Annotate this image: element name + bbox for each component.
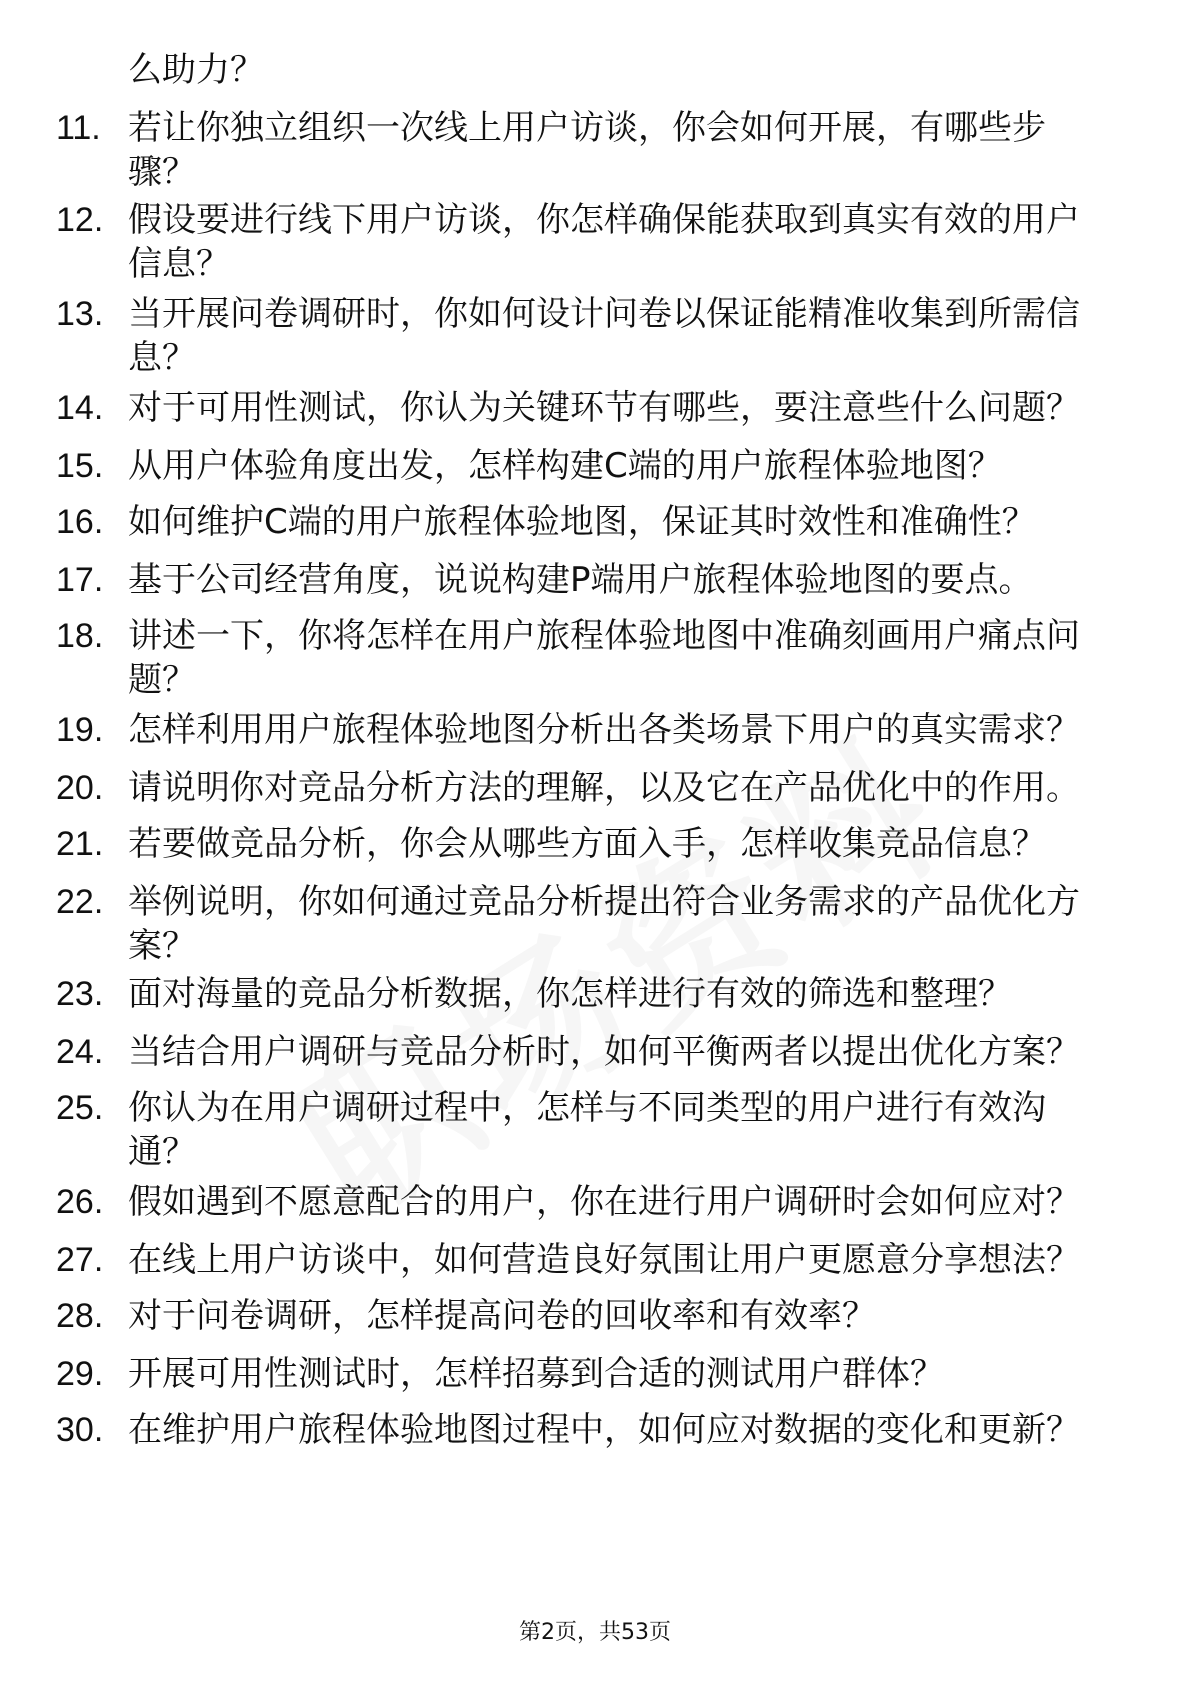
question-number: 12. xyxy=(56,201,104,239)
page-number-footer: 第2页，共53页 xyxy=(519,1620,671,1645)
question-number: 21. xyxy=(56,825,104,863)
question-number: 25. xyxy=(56,1089,104,1127)
question-number: 28. xyxy=(56,1297,104,1335)
question-text: 请说明你对竞品分析方法的理解，以及它在产品优化中的作用。 xyxy=(128,768,1080,808)
question-text: 对于可用性测试，你认为关键环节有哪些，要注意些什么问题？ xyxy=(128,388,1080,428)
question-number: 22. xyxy=(56,883,104,921)
question-text: 在维护用户旅程体验地图过程中，如何应对数据的变化和更新？ xyxy=(128,1410,1080,1450)
question-text: 在线上用户访谈中，如何营造良好氛围让用户更愿意分享想法？ xyxy=(128,1240,1080,1280)
question-text: 若让你独立组织一次线上用户访谈，你会如何开展，有哪些步骤？ xyxy=(128,108,1046,192)
question-text: 假设要进行线下用户访谈，你怎样确保能获取到真实有效的用户信息？ xyxy=(128,200,1080,284)
question-text: 若要做竞品分析，你会从哪些方面入手，怎样收集竞品信息？ xyxy=(128,824,1046,864)
question-text: 基于公司经营角度，说说构建P端用户旅程体验地图的要点。 xyxy=(128,560,1033,600)
question-text: 你认为在用户调研过程中，怎样与不同类型的用户进行有效沟通？ xyxy=(128,1088,1046,1172)
question-text: 假如遇到不愿意配合的用户，你在进行用户调研时会如何应对？ xyxy=(128,1182,1080,1222)
question-text: 从用户体验角度出发，怎样构建C端的用户旅程体验地图？ xyxy=(128,446,1002,486)
question-text: 面对海量的竞品分析数据，你怎样进行有效的筛选和整理？ xyxy=(128,974,1012,1014)
question-text: 举例说明，你如何通过竞品分析提出符合业务需求的产品优化方案？ xyxy=(128,882,1080,966)
question-text: 开展可用性测试时，怎样招募到合适的测试用户群体？ xyxy=(128,1354,944,1394)
question-number: 23. xyxy=(56,975,104,1013)
question-number: 26. xyxy=(56,1183,104,1221)
question-number: 13. xyxy=(56,295,104,333)
question-number: 30. xyxy=(56,1411,104,1449)
question-number: 18. xyxy=(56,617,104,655)
question-text: 对于问卷调研，怎样提高问卷的回收率和有效率？ xyxy=(128,1296,876,1336)
question-number: 11. xyxy=(56,109,101,147)
question-text: 讲述一下，你将怎样在用户旅程体验地图中准确刻画用户痛点问题？ xyxy=(128,616,1080,700)
question-number: 24. xyxy=(56,1033,104,1071)
question-text: 当结合用户调研与竞品分析时，如何平衡两者以提出优化方案？ xyxy=(128,1032,1080,1072)
question-number: 29. xyxy=(56,1355,104,1393)
question-number: 16. xyxy=(56,503,104,541)
question-number: 14. xyxy=(56,389,104,427)
question-number: 27. xyxy=(56,1241,104,1279)
question-number: 20. xyxy=(56,769,104,807)
continuation-text: 么助力？ xyxy=(128,50,264,90)
question-text: 怎样利用用户旅程体验地图分析出各类场景下用户的真实需求？ xyxy=(128,710,1080,750)
question-number: 19. xyxy=(56,711,104,749)
question-number: 17. xyxy=(56,561,104,599)
question-text: 如何维护C端的用户旅程体验地图，保证其时效性和准确性？ xyxy=(128,502,1036,542)
question-number: 15. xyxy=(56,447,104,485)
question-text: 当开展问卷调研时，你如何设计问卷以保证能精准收集到所需信息？ xyxy=(128,294,1080,378)
